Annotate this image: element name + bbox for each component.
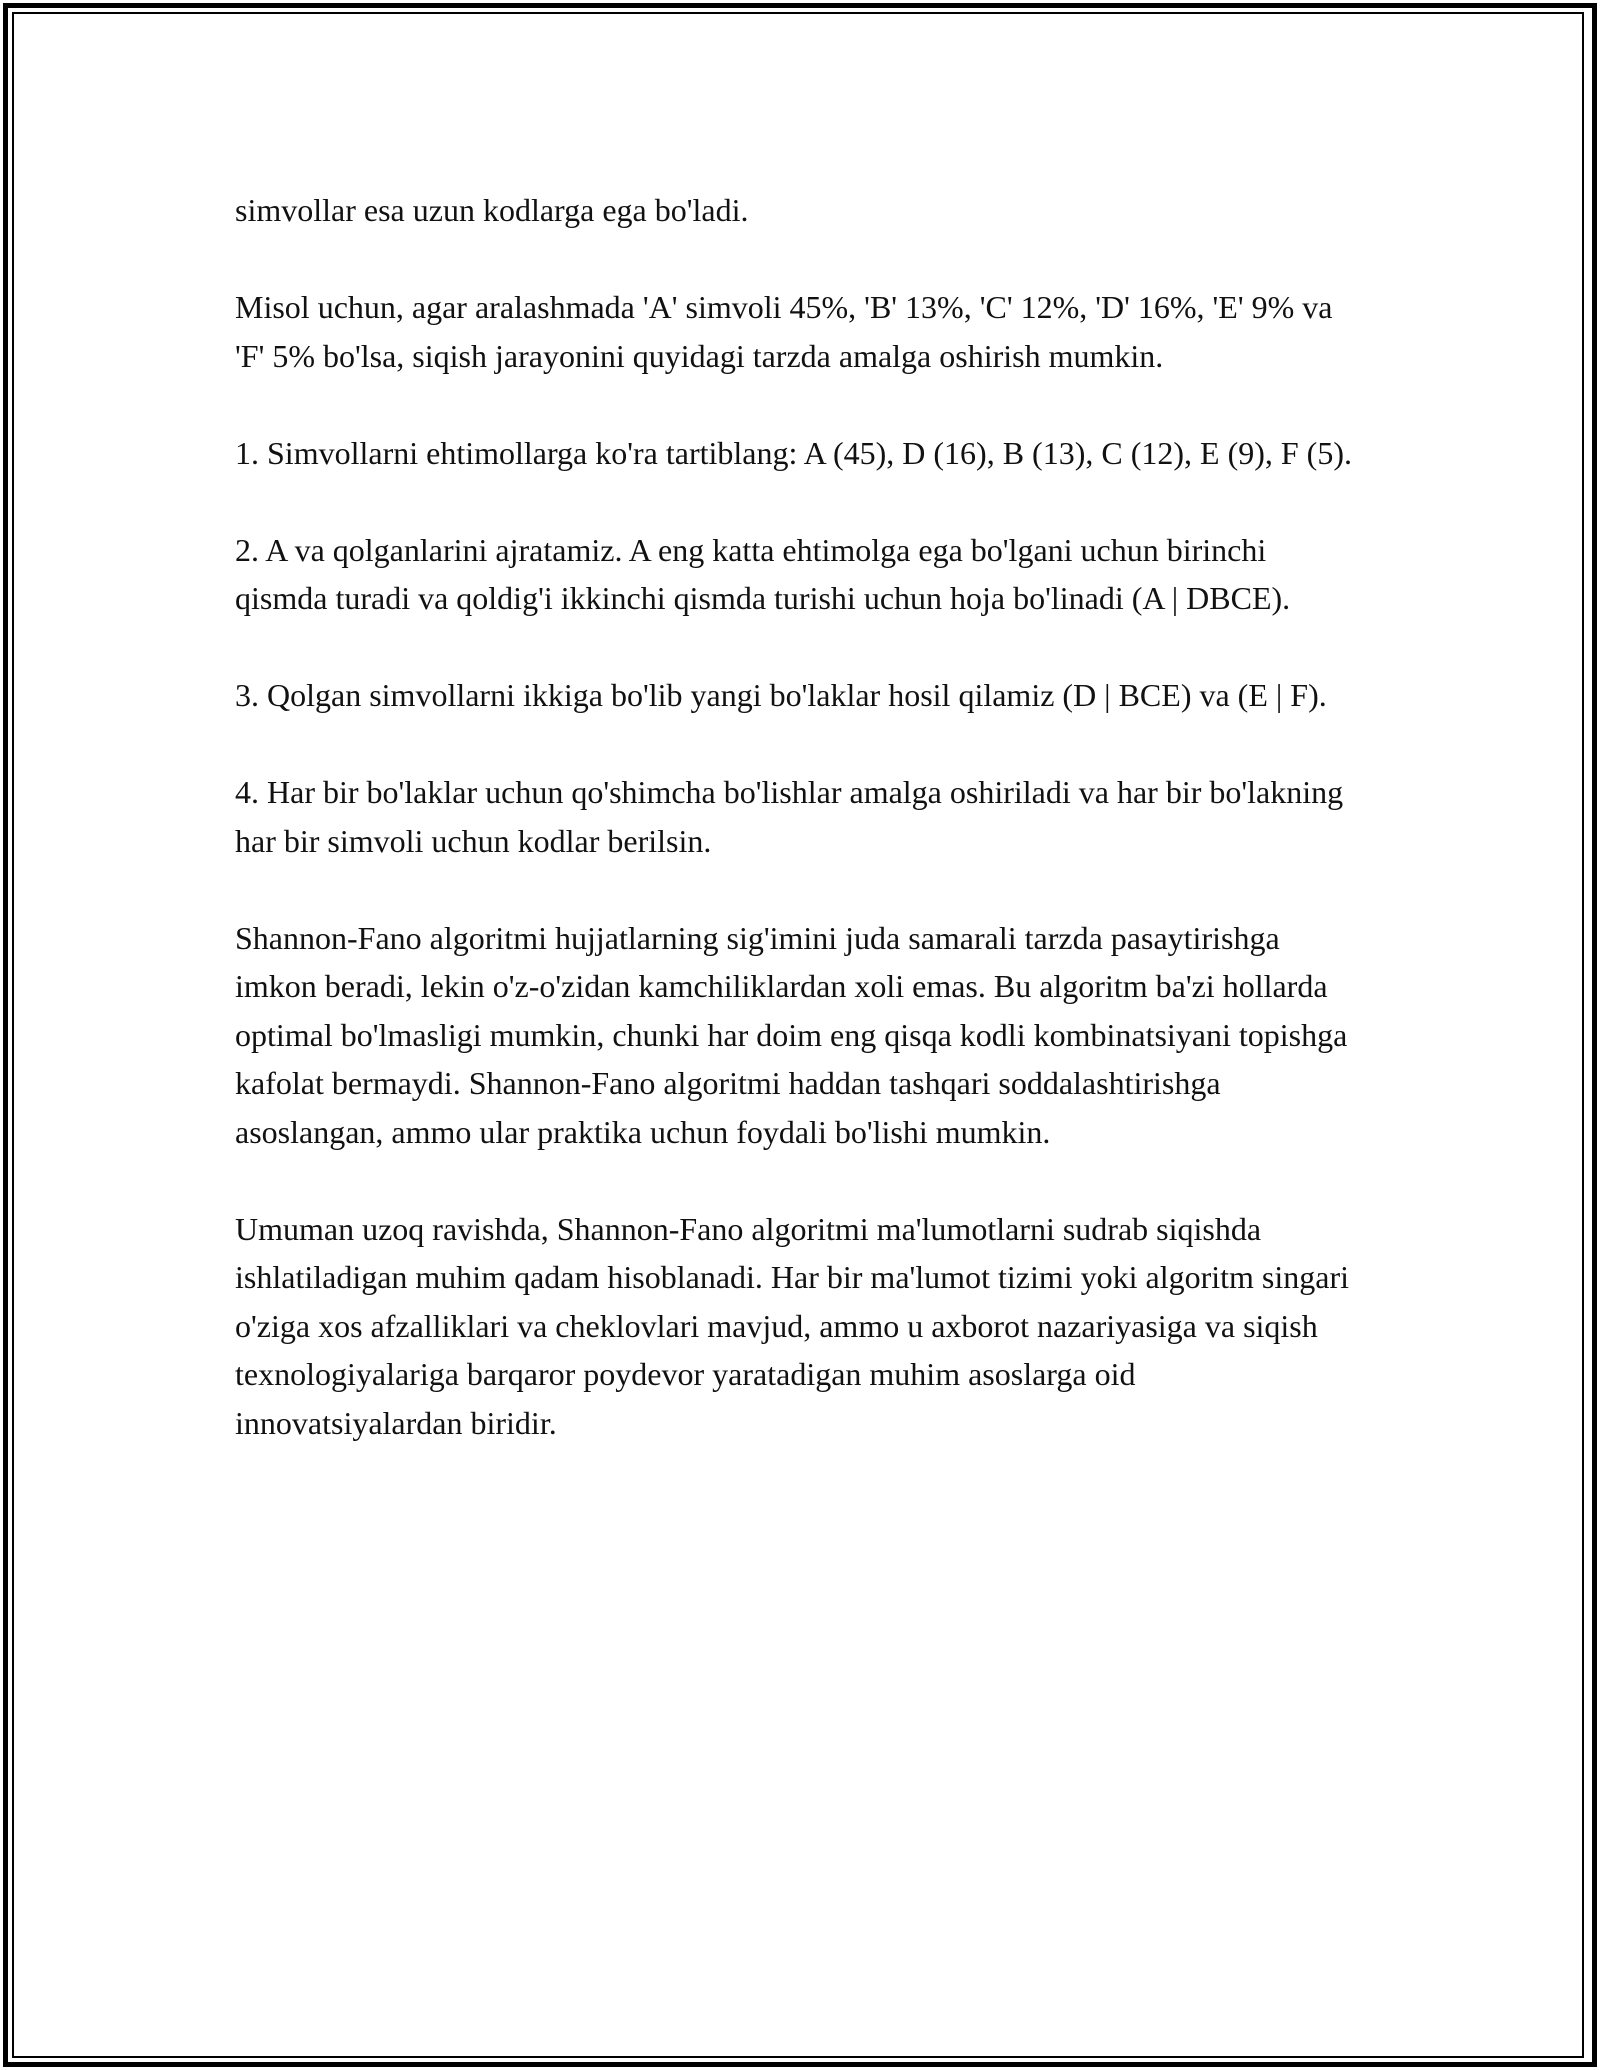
step-3: 3. Qolgan simvollarni ikkiga bo'lib yangi bo'laklar hosil qilamiz (D | BCE) va (E | F). — [235, 677, 1327, 713]
document-body — [235, 186, 1355, 1496]
step-1: 1. Simvollarni ehtimollarga ko'ra tartiblang: A (45), D (16), B (13), C (12), E (9), F (5). — [235, 434, 1352, 471]
paragraph-continuation: simvollar esa uzun kodlarga ega bo'ladi. — [235, 192, 749, 228]
paragraph-example-intro: Misol uchun, agar aralashmada 'A' simvoli 45%, 'B' 13%, 'C' 12%, 'D' 16%, 'E' 9% va 'F' 5% bo'lsa, siqish jarayonini quyidagi tarzda amalga oshirish mumkin. — [235, 289, 1333, 374]
step-2: 2. A va qolganlarini ajratamiz. A eng katta ehtimolga ega bo'lgani uchun birinchi qismda turadi va qoldig'i ikkinchi qismda turishi uchun hoja bo'linadi (A | DBCE). — [235, 531, 1291, 616]
paragraph-discussion: Shannon-Fano algoritmi hujjatlarning sig'imini juda samarali tarzda pasaytirishga imkon beradi, lekin o'z-o'zidan kamchiliklardan xoli emas. Bu algoritm ba'zi hollarda optimal bo'lmasligi mumkin, chunki har doim eng qisqa kodli kombinatsiyani topishga kafolat bermaydi. Shannon-Fano algoritmi haddan tashqari soddalashtirishga asoslangan, ammo ular praktika uchun foydali bo'lishi mumkin. — [235, 919, 1348, 1150]
paragraph-conclusion: Umuman uzoq ravishda, Shannon-Fano algoritmi ma'lumotlarni sudrab siqishda ishlatiladigan muhim qadam hisoblanadi. Har bir ma'lumot tizimi yoki algoritm singari o'ziga xos afzalliklari va cheklovlari mavjud, ammo u axborot nazariyasiga va siqish texnologiyalariga barqaror poydevor yaratadigan muhim asoslarga oid innovatsiyalardan biridir. — [235, 1210, 1350, 1441]
step-4: 4. Har bir bo'laklar uchun qo'shimcha bo'lishlar amalga oshiriladi va har bir bo'lakning har bir simvoli uchun kodlar berilsin. — [235, 774, 1344, 859]
